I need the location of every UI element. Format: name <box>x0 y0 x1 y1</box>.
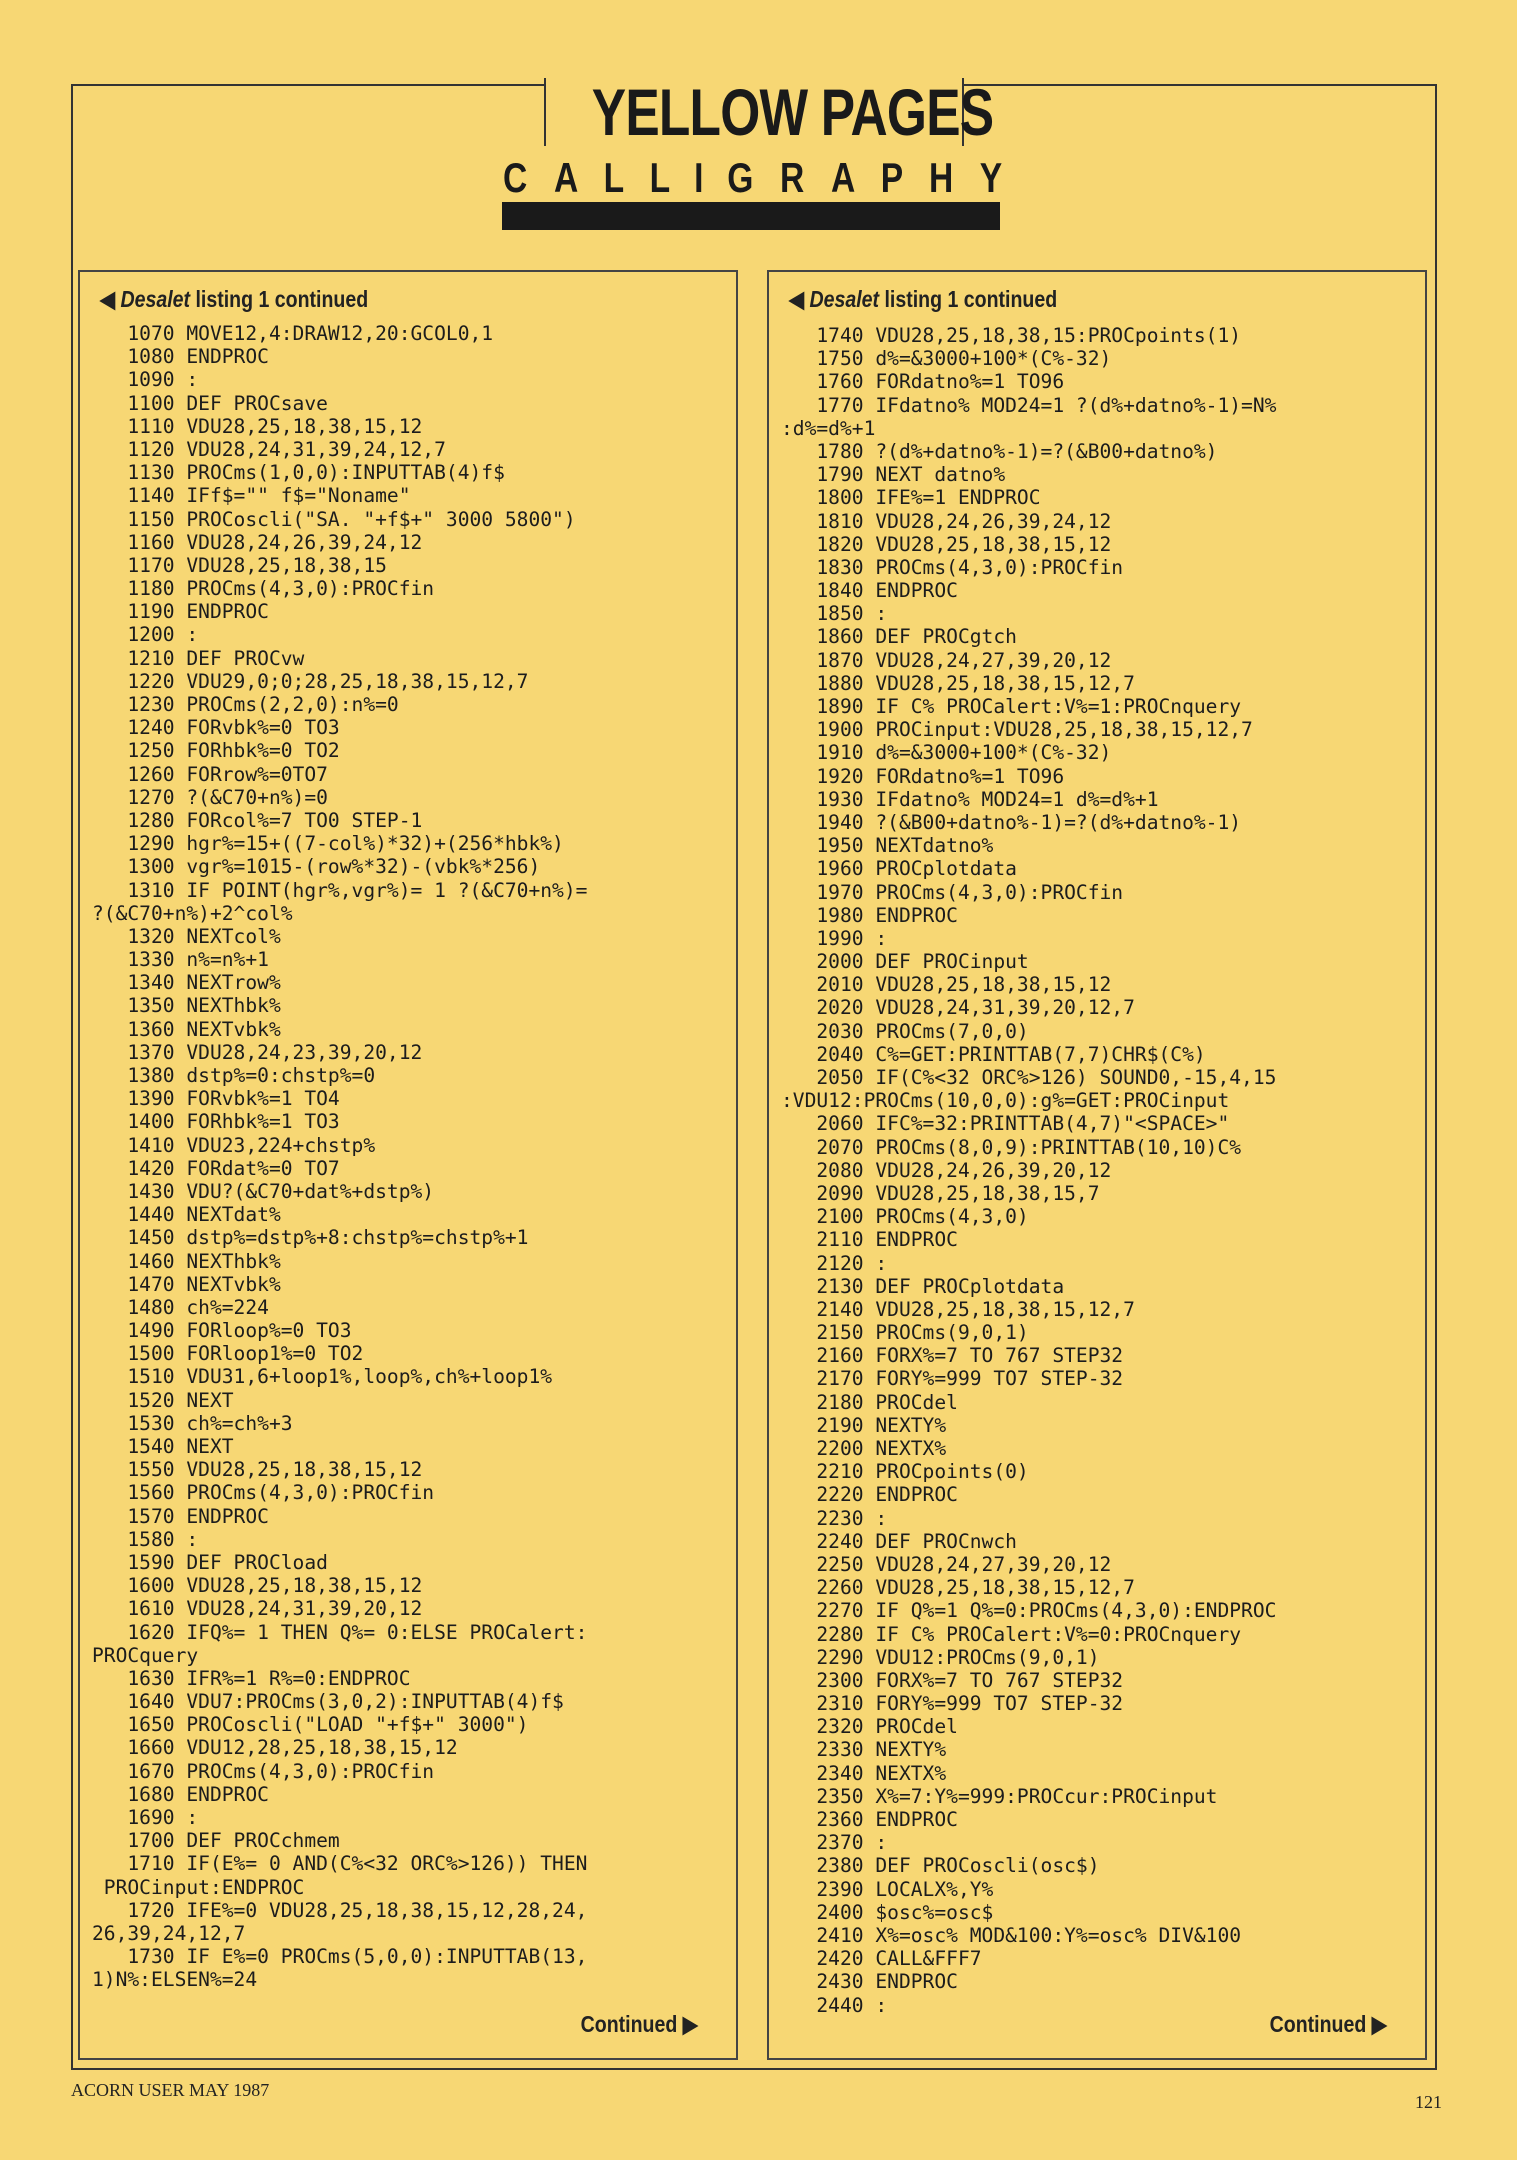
code-line: 1920 FORdatno%=1 TO96 <box>781 764 1065 788</box>
code-line: 2190 NEXTY% <box>781 1413 947 1437</box>
header-text: listing 1 continued <box>879 286 1058 312</box>
code-line: 1170 VDU28,25,18,38,15 <box>92 553 387 577</box>
code-line: 1700 DEF PROCchmem <box>92 1829 340 1853</box>
code-line: 1340 NEXTrow% <box>92 971 281 995</box>
code-line: 1310 IF POINT(hgr%,vgr%)= 1 ?(&C70+n%)= <box>92 878 588 902</box>
code-line: 1390 FORvbk%=1 TO4 <box>92 1087 340 1111</box>
code-line: 1710 IF(E%= 0 AND(C%<32 ORC%>126)) THEN <box>92 1852 588 1876</box>
magazine-footer: ACORN USER MAY 1987 <box>71 2080 270 2100</box>
code-line: 1540 NEXT <box>92 1435 234 1458</box>
code-line: 2090 VDU28,25,18,38,15,7 <box>781 1181 1100 1205</box>
code-line: 1640 VDU7:PROCms(3,0,2):INPUTTAB(4)f$ <box>92 1690 564 1714</box>
code-line: 1210 DEF PROCvw <box>92 646 305 670</box>
code-line: 1230 PROCms(2,2,0):n%=0 <box>92 693 399 716</box>
code-line: 1120 VDU28,24,31,39,24,12,7 <box>92 437 446 461</box>
code-line: 2140 VDU28,25,18,38,15,12,7 <box>781 1297 1135 1321</box>
code-line: 2360 ENDPROC <box>781 1808 958 1831</box>
program-name: Desalet <box>120 286 191 312</box>
code-line: 1830 PROCms(4,3,0):PROCfin <box>781 555 1124 579</box>
subtitle-letter: L <box>603 154 625 201</box>
code-line: 1890 IF C% PROCalert:V%=1:PROCnquery <box>781 695 1242 718</box>
code-line: 2170 FORY%=999 TO7 STEP-32 <box>781 1367 1124 1391</box>
subtitle-letter: I <box>693 154 704 201</box>
header-text: listing 1 continued <box>190 286 369 312</box>
code-line: 2010 VDU28,25,18,38,15,12 <box>781 973 1112 997</box>
code-line: 1800 IFE%=1 ENDPROC <box>781 486 1041 510</box>
code-line: 1680 ENDPROC <box>92 1782 269 1806</box>
left-arrow-icon: ◀ <box>789 286 805 312</box>
code-line: 1190 ENDPROC <box>92 600 269 624</box>
code-line: 1520 NEXT <box>92 1388 234 1412</box>
code-line: 1930 IFdatno% MOD24=1 d%=d%+1 <box>781 787 1159 811</box>
listing-panel-right <box>767 270 1427 2060</box>
code-line: 1850 : <box>781 602 888 626</box>
code-line: 1130 PROCms(1,0,0):INPUTTAB(4)f$ <box>92 461 505 485</box>
masthead <box>544 75 994 149</box>
code-line: 1240 FORvbk%=0 TO3 <box>92 716 340 740</box>
code-line: 1280 FORcol%=7 TO0 STEP-1 <box>92 808 423 832</box>
code-line: 1200 : <box>92 623 199 647</box>
continued-label: Continued ▶ <box>1269 2011 1387 2037</box>
code-line: :d%=d%+1 <box>781 416 876 440</box>
code-line: 2220 ENDPROC <box>781 1483 958 1507</box>
code-line: 2180 PROCdel <box>781 1390 958 1414</box>
code-line: 1370 VDU28,24,23,39,20,12 <box>92 1040 423 1064</box>
code-line: 1100 DEF PROCsave <box>92 391 328 415</box>
code-line: 1940 ?(&B00+datno%-1)=?(d%+datno%-1) <box>781 810 1242 834</box>
code-line: 1740 VDU28,25,18,38,15:PROCpoints(1) <box>781 324 1242 347</box>
code-line: 1250 FORhbk%=0 TO2 <box>92 739 340 763</box>
code-line: 2440 : <box>781 1993 888 2017</box>
program-name: Desalet <box>809 286 880 312</box>
code-line: 1870 VDU28,24,27,39,20,12 <box>781 648 1112 672</box>
code-line: 2030 PROCms(7,0,0) <box>781 1019 1029 1043</box>
code-line: 2070 PROCms(8,0,9):PRINTTAB(10,10)C% <box>781 1135 1242 1159</box>
code-line: 1720 IFE%=0 VDU28,25,18,38,15,12,28,24, <box>92 1898 588 1922</box>
code-line: 1140 IFf$="" f$="Noname" <box>92 484 411 508</box>
subtitle-letter: P <box>881 154 904 201</box>
code-line: 1950 NEXTdatno% <box>781 834 994 858</box>
code-line: 1110 VDU28,25,18,38,15,12 <box>92 414 423 438</box>
code-line: 2320 PROCdel <box>781 1715 958 1739</box>
code-line: 2370 : <box>781 1831 888 1855</box>
subtitle-letter: G <box>727 154 754 201</box>
code-line: 1650 PROCoscli("LOAD "+f$+" 3000") <box>92 1713 529 1737</box>
code-line: 1150 PROCoscli("SA. "+f$+" 3000 5800") <box>92 507 576 531</box>
code-line: 1320 NEXTcol% <box>92 924 281 948</box>
left-arrow-icon: ◀ <box>100 286 116 312</box>
code-line: 1180 PROCms(4,3,0):PROCfin <box>92 577 435 601</box>
code-line: 2240 DEF PROCnwch <box>781 1529 1017 1553</box>
code-line: 2250 VDU28,24,27,39,20,12 <box>781 1552 1112 1576</box>
subtitle-letter: C <box>503 154 528 201</box>
code-line: 2270 IF Q%=1 Q%=0:PROCms(4,3,0):ENDPROC <box>781 1599 1277 1623</box>
code-line: 2290 VDU12:PROCms(9,0,1) <box>781 1645 1100 1669</box>
code-line: 2120 : <box>781 1251 888 1275</box>
code-line: 2000 DEF PROCinput <box>781 950 1029 974</box>
code-line: 2110 ENDPROC <box>781 1228 958 1252</box>
code-line: 1490 FORloop%=0 TO3 <box>92 1319 352 1343</box>
code-line: 2050 IF(C%<32 ORC%>126) SOUND0,-15,4,15 <box>781 1066 1277 1089</box>
code-line: 2400 $osc%=osc$ <box>781 1900 994 1924</box>
code-line: 2410 X%=osc% MOD&100:Y%=osc% DIV&100 <box>781 1923 1242 1947</box>
code-line: 1760 FORdatno%=1 TO96 <box>781 370 1065 394</box>
code-line: 1610 VDU28,24,31,39,20,12 <box>92 1597 423 1621</box>
code-line: 1400 FORhbk%=1 TO3 <box>92 1110 340 1134</box>
code-line: :VDU12:PROCms(10,0,0):g%=GET:PROCinput <box>781 1089 1230 1113</box>
code-line: ?(&C70+n%)+2^col% <box>92 901 293 925</box>
code-listing <box>781 324 1421 2017</box>
code-line: 1820 VDU28,25,18,38,15,12 <box>781 532 1112 556</box>
code-line: 1960 PROCplotdata <box>781 857 1017 881</box>
code-line: 2300 FORX%=7 TO 767 STEP32 <box>781 1668 1124 1692</box>
subtitle-letter: R <box>780 154 805 201</box>
code-line: 1470 NEXTvbk% <box>92 1272 281 1296</box>
code-line: 1910 d%=&3000+100*(C%-32) <box>781 741 1112 765</box>
code-line: 1510 VDU31,6+loop1%,loop%,ch%+loop1% <box>92 1365 553 1389</box>
code-line: 1770 IFdatno% MOD24=1 ?(d%+datno%-1)=N% <box>781 393 1277 417</box>
code-line: 1)N%:ELSEN%=24 <box>92 1968 258 1992</box>
code-line: 2080 VDU28,24,26,39,20,12 <box>781 1158 1112 1182</box>
code-line: 26,39,24,12,7 <box>92 1921 246 1945</box>
code-line: 1090 : <box>92 368 199 392</box>
code-line: 1630 IFR%=1 R%=0:ENDPROC <box>92 1666 411 1690</box>
code-line: 2160 FORX%=7 TO 767 STEP32 <box>781 1344 1124 1368</box>
code-line: 1350 NEXThbk% <box>92 994 281 1018</box>
code-line: 1620 IFQ%= 1 THEN Q%= 0:ELSE PROCalert: <box>92 1620 588 1644</box>
subtitle-letter: L <box>649 154 670 201</box>
subtitle-letter: H <box>929 154 954 201</box>
code-line: 1070 MOVE12,4:DRAW12,20:GCOL0,1 <box>92 322 494 345</box>
code-line: 1980 ENDPROC <box>781 903 958 927</box>
code-line: 1410 VDU23,224+chstp% <box>92 1133 376 1157</box>
code-line: 1480 ch%=224 <box>92 1295 269 1319</box>
code-line: 2100 PROCms(4,3,0) <box>781 1205 1029 1229</box>
code-line: 1220 VDU29,0;0;28,25,18,38,15,12,7 <box>92 669 529 693</box>
subtitle-letter: A <box>830 154 856 201</box>
code-line: 1420 FORdat%=0 TO7 <box>92 1156 340 1180</box>
code-line: 1810 VDU28,24,26,39,24,12 <box>781 509 1112 533</box>
code-line: 1580 : <box>92 1527 199 1551</box>
code-line: 1500 FORloop1%=0 TO2 <box>92 1342 364 1366</box>
code-line: 1970 PROCms(4,3,0):PROCfin <box>781 880 1124 904</box>
code-line: 1780 ?(d%+datno%-1)=?(&B00+datno%) <box>781 439 1218 463</box>
code-line: 2350 X%=7:Y%=999:PROCcur:PROCinput <box>781 1784 1218 1808</box>
decorative-bar <box>502 202 1000 230</box>
code-line: 1560 PROCms(4,3,0):PROCfin <box>92 1481 435 1505</box>
code-line: 2280 IF C% PROCalert:V%=0:PROCnquery <box>781 1622 1242 1646</box>
code-line: PROCquery <box>92 1643 199 1667</box>
code-listing <box>92 322 732 1992</box>
subtitle-letter: Y <box>979 154 1003 201</box>
code-line: 1530 ch%=ch%+3 <box>92 1411 293 1435</box>
code-line: 1790 NEXT datno% <box>781 463 1006 487</box>
code-line: 2340 NEXTX% <box>781 1761 947 1785</box>
code-line: 1690 : <box>92 1806 199 1829</box>
code-line: 2420 CALL&FFF7 <box>781 1947 982 1971</box>
code-line: 1840 ENDPROC <box>781 579 958 603</box>
code-line: 2430 ENDPROC <box>781 1970 958 1994</box>
code-line: 1330 n%=n%+1 <box>92 948 269 972</box>
code-line: 1670 PROCms(4,3,0):PROCfin <box>92 1759 435 1783</box>
subtitle-letter: A <box>553 154 578 201</box>
code-line: 2230 : <box>781 1506 888 1530</box>
code-line: 1550 VDU28,25,18,38,15,12 <box>92 1458 423 1482</box>
code-line: 2130 DEF PROCplotdata <box>781 1274 1065 1298</box>
code-line: 1450 dstp%=dstp%+8:chstp%=chstp%+1 <box>92 1226 529 1250</box>
code-line: 1860 DEF PROCgtch <box>781 625 1017 649</box>
code-line: 2330 NEXTY% <box>781 1738 947 1762</box>
code-line: 1990 : <box>781 926 888 950</box>
code-line: 1360 NEXTvbk% <box>92 1017 281 1041</box>
code-line: 2210 PROCpoints(0) <box>781 1460 1029 1484</box>
code-line: 2310 FORY%=999 TO7 STEP-32 <box>781 1692 1124 1716</box>
code-line: 1600 VDU28,25,18,38,15,12 <box>92 1574 423 1598</box>
code-line: 1750 d%=&3000+100*(C%-32) <box>781 347 1112 371</box>
code-line: 1380 dstp%=0:chstp%=0 <box>92 1064 376 1087</box>
code-line: PROCinput:ENDPROC <box>92 1875 305 1899</box>
code-line: 2040 C%=GET:PRINTTAB(7,7)CHR$(C%) <box>781 1042 1206 1066</box>
code-line: 2060 IFC%=32:PRINTTAB(4,7)"<SPACE>" <box>781 1112 1230 1136</box>
code-line: 1430 VDU?(&C70+dat%+dstp%) <box>92 1179 435 1203</box>
code-line: 1290 hgr%=15+((7-col%)*32)+(256*hbk%) <box>92 832 564 856</box>
code-line: 1300 vgr%=1015-(row%*32)-(vbk%*256) <box>92 855 541 879</box>
code-line: 2260 VDU28,25,18,38,15,12,7 <box>781 1576 1135 1600</box>
section-title: YELLOW PAGES <box>591 75 994 149</box>
code-line: 1660 VDU12,28,25,18,38,15,12 <box>92 1736 458 1760</box>
code-line: 1460 NEXThbk% <box>92 1249 281 1273</box>
code-line: 1730 IF E%=0 PROCms(5,0,0):INPUTTAB(13, <box>92 1945 588 1969</box>
page-number: 121 <box>1415 2092 1442 2112</box>
code-line: 2390 LOCALX%,Y% <box>781 1877 994 1901</box>
code-line: 1080 ENDPROC <box>92 345 269 369</box>
code-line: 2150 PROCms(9,0,1) <box>781 1321 1029 1345</box>
code-line: 1440 NEXTdat% <box>92 1203 281 1227</box>
panel-header <box>789 286 1057 313</box>
panel-header <box>100 286 368 313</box>
code-line: 1900 PROCinput:VDU28,25,18,38,15,12,7 <box>781 718 1253 742</box>
code-line: 1260 FORrow%=0TO7 <box>92 762 328 786</box>
code-line: 1160 VDU28,24,26,39,24,12 <box>92 530 423 554</box>
section-subtitle <box>500 156 1005 200</box>
code-line: 1590 DEF PROCload <box>92 1550 328 1574</box>
continued-label: Continued ▶ <box>580 2011 698 2037</box>
code-line: 2020 VDU28,24,31,39,20,12,7 <box>781 996 1135 1020</box>
listing-panel-left <box>78 270 738 2060</box>
code-line: 1570 ENDPROC <box>92 1504 269 1528</box>
code-line: 2380 DEF PROCoscli(osc$) <box>781 1854 1100 1878</box>
code-line: 1880 VDU28,25,18,38,15,12,7 <box>781 671 1135 695</box>
code-line: 1270 ?(&C70+n%)=0 <box>92 785 328 809</box>
code-line: 2200 NEXTX% <box>781 1437 947 1460</box>
